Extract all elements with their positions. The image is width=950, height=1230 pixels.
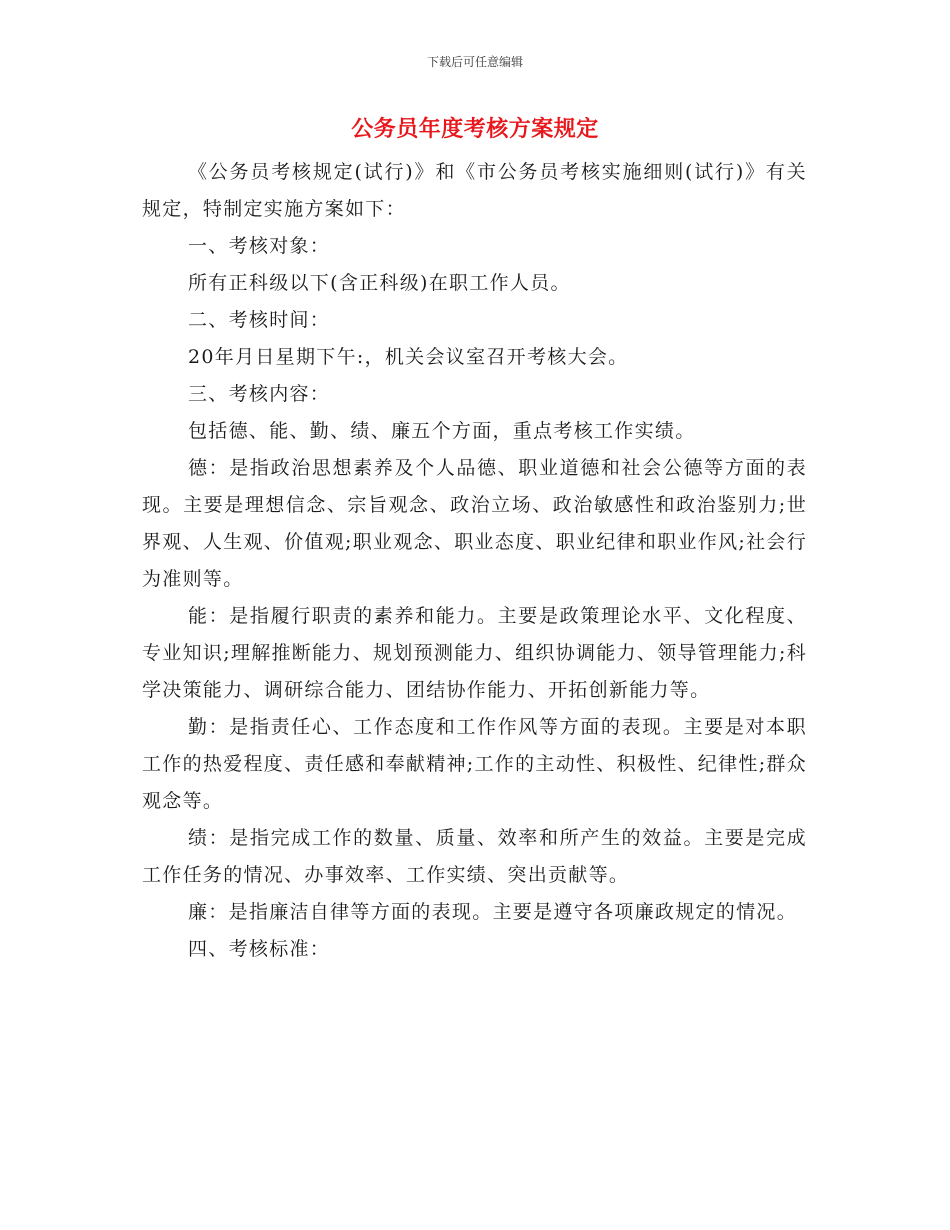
document-title: 公务员年度考核方案规定: [351, 117, 599, 142]
section-heading-assessment-content: 三、考核内容：: [188, 383, 331, 405]
intro-paragraph: 《公务员考核规定(试行)》和《市公务员考核实施细则(试行)》有关规定，特制定实施方案如下：: [142, 161, 807, 220]
paragraph-content-summary: 包括德、能、勤、绩、廉五个方面，重点考核工作实绩。: [188, 420, 696, 442]
paragraph-de: 德：是指政治思想素养及个人品德、职业道德和社会公德等方面的表现。主要是理想信念、宗旨观念、政治立场、政治敏感性和政治鉴别力;世界观、人生观、价值观;职业观念、职业态度、职业纪律和职业作风;社会行为准则等。: [142, 457, 808, 590]
paragraph-neng: 能：是指履行职责的素养和能力。主要是政策理论水平、文化程度、专业知识;理解推断能力、规划预测能力、组织协调能力、领导管理能力;科学决策能力、调研综合能力、团结协作能力、开拓创新能力等。: [142, 605, 808, 701]
section-heading-assessment-standard: 四、考核标准：: [188, 938, 331, 960]
paragraph-assessment-time: 20年月日星期下午:，机关会议室召开考核大会。: [188, 346, 629, 368]
paragraph-qin: 勤：是指责任心、工作态度和工作作风等方面的表现。主要是对本职工作的热爱程度、责任感和奉献精神;工作的主动性、积极性、纪律性;群众观念等。: [142, 716, 808, 812]
header-note: 下载后可任意编辑: [426, 55, 523, 69]
section-heading-assessment-time: 二、考核时间：: [188, 309, 331, 331]
paragraph-ji: 绩：是指完成工作的数量、质量、效率和所产生的效益。主要是完成工作任务的情况、办事效率、工作实绩、突出贡献等。: [142, 827, 807, 886]
paragraph-lian: 廉：是指廉洁自律等方面的表现。主要是遵守各项廉政规定的情况。: [188, 901, 798, 923]
document-body: [142, 154, 807, 968]
section-heading-assessment-target: 一、考核对象：: [188, 235, 331, 257]
paragraph-assessment-target: 所有正科级以下(含正科级)在职工作人员。: [188, 272, 571, 294]
